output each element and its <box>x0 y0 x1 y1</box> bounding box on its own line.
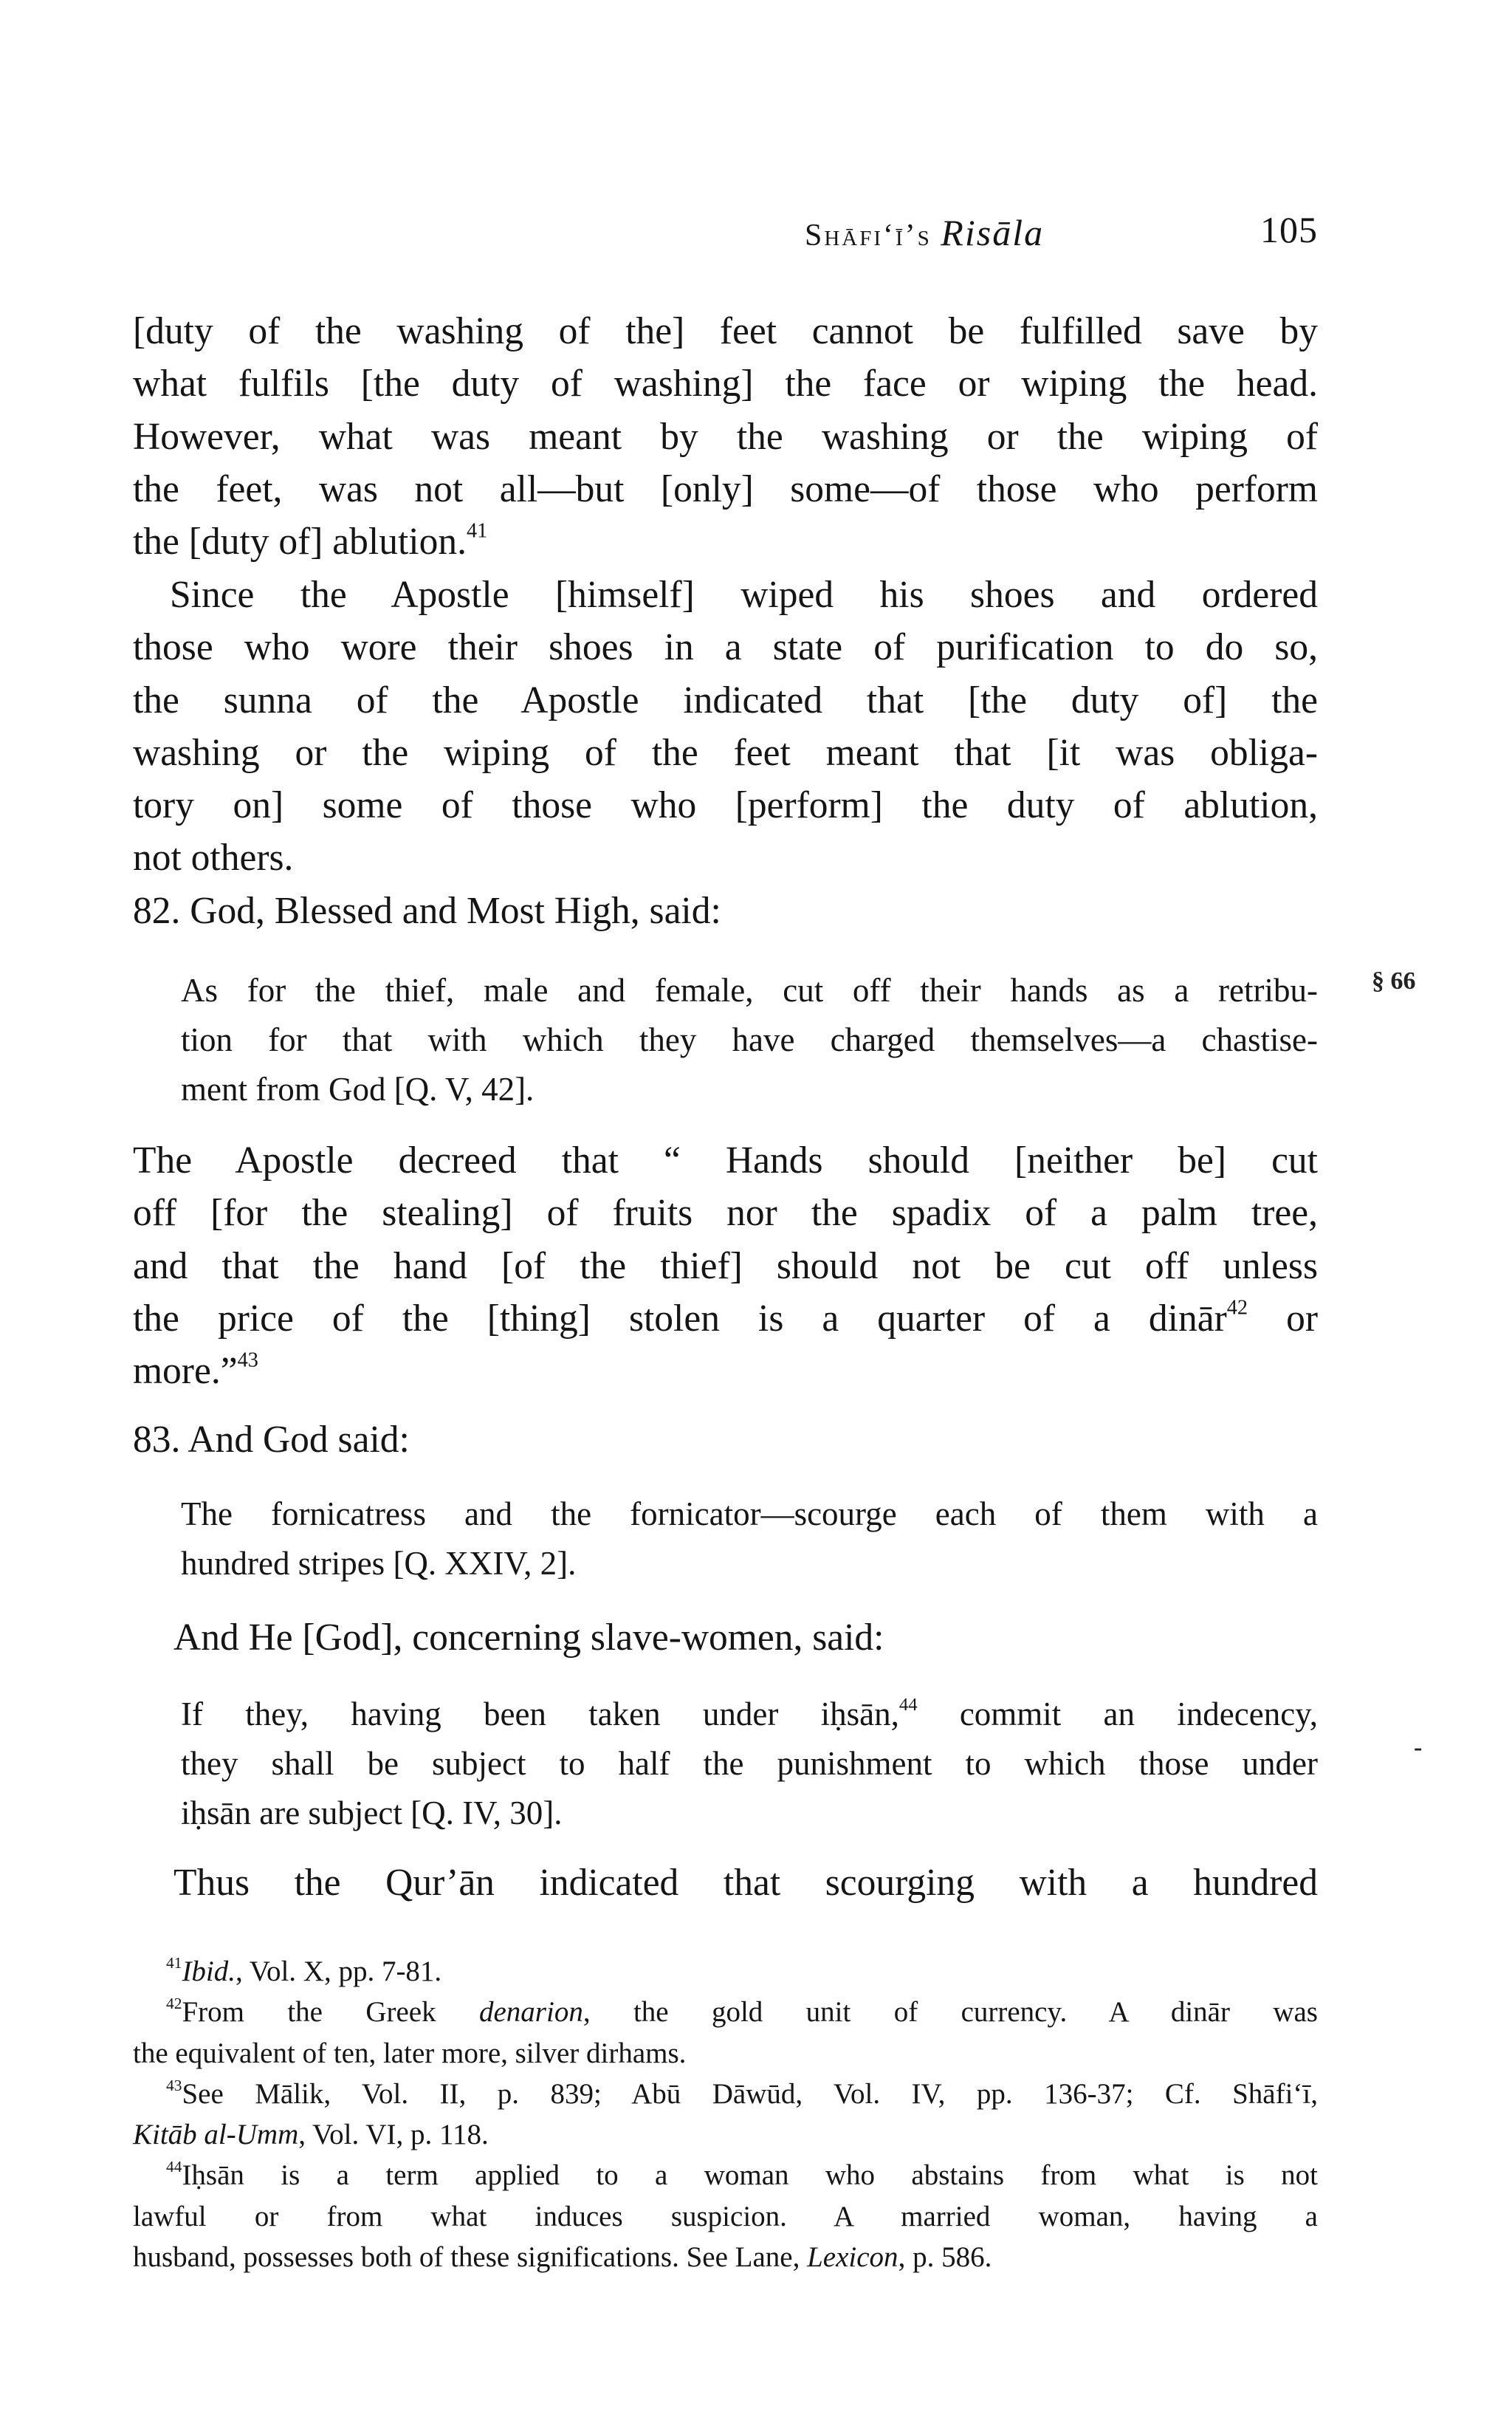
text-span: Ibid. <box>182 1955 236 1987</box>
footnote-ref-42: 42 <box>1226 1296 1248 1320</box>
text-span: denarion <box>479 1996 583 2029</box>
margin-section-reference: § 66 <box>1372 967 1416 995</box>
footnote-43 <box>133 2074 1318 2114</box>
quote-line: ment from God [Q. V, 42]. <box>181 1071 535 1108</box>
quote-line: tion for that with which they have charged themselves—a chastise- <box>181 1021 1318 1058</box>
paragraph-continued <box>133 305 1318 568</box>
footnote-44-cont: lawful or from what induces suspicion. A married woman, having a <box>133 2200 1318 2232</box>
section-82-heading <box>133 885 1318 937</box>
text-span: or <box>1248 1297 1318 1340</box>
text-line <box>133 1292 1318 1345</box>
footnote-41 <box>133 1951 1318 1992</box>
text-span: Iḥsān is a term applied to a woman who abstains from what is not <box>182 2159 1318 2192</box>
quran-quote-xxiv-2 <box>181 1489 1318 1588</box>
text-span: , p. 586. <box>898 2241 992 2274</box>
text-line: Since the Apostle [himself] wiped his shoes and ordered <box>170 574 1318 616</box>
text-span: Lexicon <box>807 2241 898 2274</box>
text-line: [duty of the washing of the] feet cannot be fulfilled save by <box>133 310 1318 352</box>
quote-line: they shall be subject to half the punishment to which those under <box>181 1745 1318 1782</box>
running-head-work: Risāla <box>941 212 1045 253</box>
text-span: If they, having been taken under iḥsān, <box>181 1696 899 1732</box>
quote-line <box>181 1690 1318 1739</box>
text-span: From the Greek <box>182 1996 479 2029</box>
text-line: And He [God], concerning slave-women, said: <box>173 1617 884 1659</box>
text-line: the sunna of the Apostle indicated that [the duty of] the <box>133 679 1318 721</box>
footnote-ref-44: 44 <box>898 1695 918 1715</box>
footnotes <box>133 1951 1318 2277</box>
section-83-heading <box>133 1413 1318 1466</box>
text-span: more.” <box>133 1350 238 1393</box>
text-line: those who wore their shoes in a state of purification to do so, <box>133 626 1318 669</box>
text-span: , Vol. X, pp. 7-81. <box>236 1955 442 1987</box>
paragraph-apostle-decreed <box>133 1134 1318 1397</box>
quote-line: iḥsān are subject [Q. IV, 30]. <box>181 1794 563 1831</box>
quote-line: As for the thief, male and female, cut off their hands as a retribu- <box>181 972 1318 1009</box>
footnote-number: 44 <box>166 2158 182 2176</box>
footnote-43-cont <box>133 2114 1318 2155</box>
text-span: commit an indecency, <box>917 1696 1318 1732</box>
text-line: what fulfils [the duty of washing] the face or wiping the head. <box>133 363 1318 405</box>
text-line: not others. <box>133 837 294 880</box>
quran-quote-v-42 <box>181 966 1318 1114</box>
text-line: the feet, was not all—but [only] some—of those who perform <box>133 467 1318 510</box>
text-line: Thus the Qur’ān indicated that scourging with a hundred <box>173 1862 1318 1904</box>
text-span: husband, possesses both of these significations. See Lane, <box>133 2241 808 2274</box>
footnote-44 <box>133 2155 1318 2195</box>
margin-mark: - <box>1414 1734 1423 1761</box>
text-line: However, what was meant by the washing or the wiping of <box>133 415 1318 458</box>
footnote-ref-43: 43 <box>237 1348 258 1372</box>
running-head-author: Shāfi‘ī’s <box>805 219 932 253</box>
text-line: 83. And God said: <box>133 1419 410 1461</box>
footnote-number: 42 <box>166 1995 182 2013</box>
text-span: the [duty of] ablution. <box>133 521 467 563</box>
text-line: off [for the stealing] of fruits nor the spadix of a palm tree, <box>133 1192 1318 1235</box>
text-span: See Mālik, Vol. II, p. 839; Abū Dāwūd, Vol. IV, pp. 136-37; Cf. Shāfi‘ī, <box>182 2077 1318 2110</box>
text-line: and that the hand [of the thief] should not be cut off unless <box>133 1244 1318 1287</box>
running-head <box>805 208 1318 253</box>
footnote-42-cont: the equivalent of ten, later more, silver dirhams. <box>133 2037 687 2069</box>
quran-quote-iv-30 <box>181 1690 1318 1838</box>
paragraph-thus-the-quran <box>133 1857 1318 1909</box>
lead-in-slave-women <box>133 1611 1318 1664</box>
quote-line: The fornicatress and the fornicator—scourge each of them with a <box>181 1495 1318 1532</box>
text-line <box>133 515 1318 568</box>
text-span: Kitāb al-Umm <box>133 2119 299 2151</box>
text-line: 82. God, Blessed and Most High, said: <box>133 890 721 932</box>
quote-line: hundred stripes [Q. XXIV, 2]. <box>181 1545 577 1582</box>
text-line: tory on] some of those who [perform] the duty of ablution, <box>133 784 1318 827</box>
text-span: the price of the [thing] stolen is a quarter of a dinār <box>133 1297 1227 1340</box>
text-span: , Vol. VI, p. 118. <box>298 2119 489 2151</box>
text-line <box>133 1345 1318 1397</box>
footnote-42 <box>133 1992 1318 2032</box>
running-head-title <box>805 211 1044 254</box>
footnote-ref-41: 41 <box>466 519 488 543</box>
page-number: 105 <box>1260 209 1318 250</box>
paragraph-since-the-apostle <box>133 569 1318 885</box>
text-span: , the gold unit of currency. A dinār was <box>583 1996 1318 2029</box>
text-line: The Apostle decreed that “ Hands should [neither be] cut <box>133 1139 1318 1182</box>
footnote-number: 41 <box>166 1953 182 1972</box>
text-line: washing or the wiping of the feet meant that [it was obliga- <box>133 731 1318 774</box>
footnote-44-cont <box>133 2237 1318 2277</box>
footnote-number: 43 <box>166 2076 182 2094</box>
